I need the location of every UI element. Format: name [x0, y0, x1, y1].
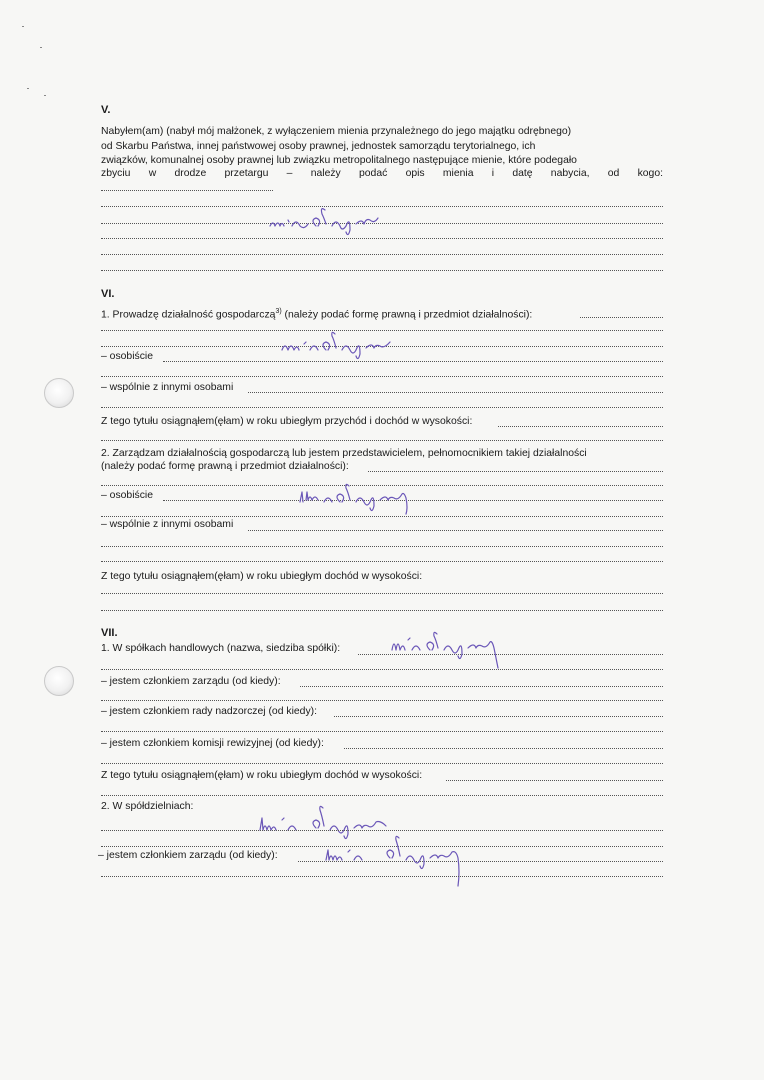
answer-line	[101, 593, 663, 594]
handwritten-signature	[268, 206, 388, 236]
answer-line	[101, 610, 663, 611]
answer-line	[101, 546, 663, 547]
section-v-text-line3: związków, komunalnej osoby prawnej lub związku metropolitalnego następujące mienie, które podegało	[101, 155, 577, 166]
handwritten-signature	[324, 838, 474, 892]
answer-line	[368, 471, 663, 472]
section-vi-heading: VI.	[101, 288, 115, 300]
section-vi-item1	[101, 306, 532, 321]
section-vi-item1-rest: (należy podać formę prawną i przedmiot działalności):	[281, 309, 533, 321]
answer-line	[300, 686, 663, 687]
footnote-mark: 3)	[275, 308, 282, 315]
osobiscie-label: – osobiście	[101, 490, 153, 501]
answer-line	[163, 361, 663, 362]
answer-line	[101, 561, 663, 562]
answer-line	[580, 317, 663, 318]
punch-hole-top	[44, 378, 74, 408]
income-label: Z tego tytułu osiągnąłem(ęłam) w roku ubiegłym dochód w wysokości:	[101, 770, 423, 781]
scan-speck	[22, 26, 24, 27]
answer-line	[101, 238, 663, 239]
answer-line	[101, 440, 663, 441]
rada-label: – jestem członkiem rady nadzorczej (od kiedy):	[101, 706, 317, 717]
answer-line	[101, 763, 663, 764]
income-label: Z tego tytułu osiągnąłem(ęłam) w roku ubiegłym przychód i dochód w wysokości:	[101, 416, 473, 427]
income-label: Z tego tytułu osiągnąłem(ęłam) w roku ubiegłym dochód w wysokości:	[101, 571, 423, 582]
zarzad-label: – jestem członkiem zarządu (od kiedy):	[101, 676, 281, 687]
answer-line	[101, 876, 663, 877]
osobiscie-label: – osobiście	[101, 351, 153, 362]
answer-line	[101, 407, 663, 408]
punch-hole-bottom	[44, 666, 74, 696]
answer-line	[101, 795, 663, 796]
section-v-text-line2: od Skarbu Państwa, innej państwowej osoby prawnej, jednostek samorządu terytorialnego, ich	[101, 141, 536, 152]
section-vi-item2-line2: (należy podać formę prawną i przedmiot działalności):	[101, 461, 349, 472]
answer-line	[101, 700, 663, 701]
answer-line	[446, 780, 663, 781]
handwritten-signature	[258, 806, 398, 842]
handwritten-signature	[298, 486, 428, 516]
answer-line	[248, 392, 663, 393]
answer-line	[101, 254, 663, 255]
wspolnie-label: – wspólnie z innymi osobami	[101, 382, 234, 393]
section-v-text-line4: zbyciu w drodze przetargu – należy podać opis mienia i datę nabycia, od kogo:	[101, 168, 663, 179]
section-vi-item2-line1: 2. Zarządzam działalnością gospodarczą lub jestem przedstawicielem, pełnomocnikiem takiej działalności	[101, 448, 587, 459]
handwritten-signature	[280, 332, 400, 358]
section-vii-heading: VII.	[101, 627, 118, 639]
answer-line	[101, 516, 663, 517]
answer-line	[344, 748, 663, 749]
answer-line	[101, 190, 273, 191]
answer-line	[101, 270, 663, 271]
scan-speck	[27, 88, 29, 89]
answer-line	[101, 376, 663, 377]
section-v-text-line1: Nabyłem(am) (nabył mój małżonek, z wyłączeniem mienia przynależnego do jego majątku odrębnego)	[101, 126, 572, 137]
answer-line	[498, 426, 663, 427]
answer-line	[101, 830, 663, 831]
answer-line	[101, 669, 663, 670]
section-vii-item2: 2. W spółdzielniach:	[101, 801, 194, 812]
komisja-label: – jestem członkiem komisji rewizyjnej (od kiedy):	[101, 738, 324, 749]
wspolnie-label: – wspólnie z innymi osobami	[101, 519, 234, 530]
section-vii-item1: 1. W spółkach handlowych (nazwa, siedziba spółki):	[101, 643, 341, 654]
answer-line	[101, 731, 663, 732]
section-v-heading: V.	[101, 104, 111, 116]
scan-speck	[40, 47, 42, 48]
answer-line	[101, 330, 663, 331]
scan-speck	[44, 95, 46, 96]
answer-line	[334, 716, 663, 717]
zarzad-label: – jestem członkiem zarządu (od kiedy):	[98, 850, 278, 861]
answer-line	[248, 530, 663, 531]
section-vi-item1-text: 1. Prowadzę działalność gospodarczą	[101, 309, 276, 321]
